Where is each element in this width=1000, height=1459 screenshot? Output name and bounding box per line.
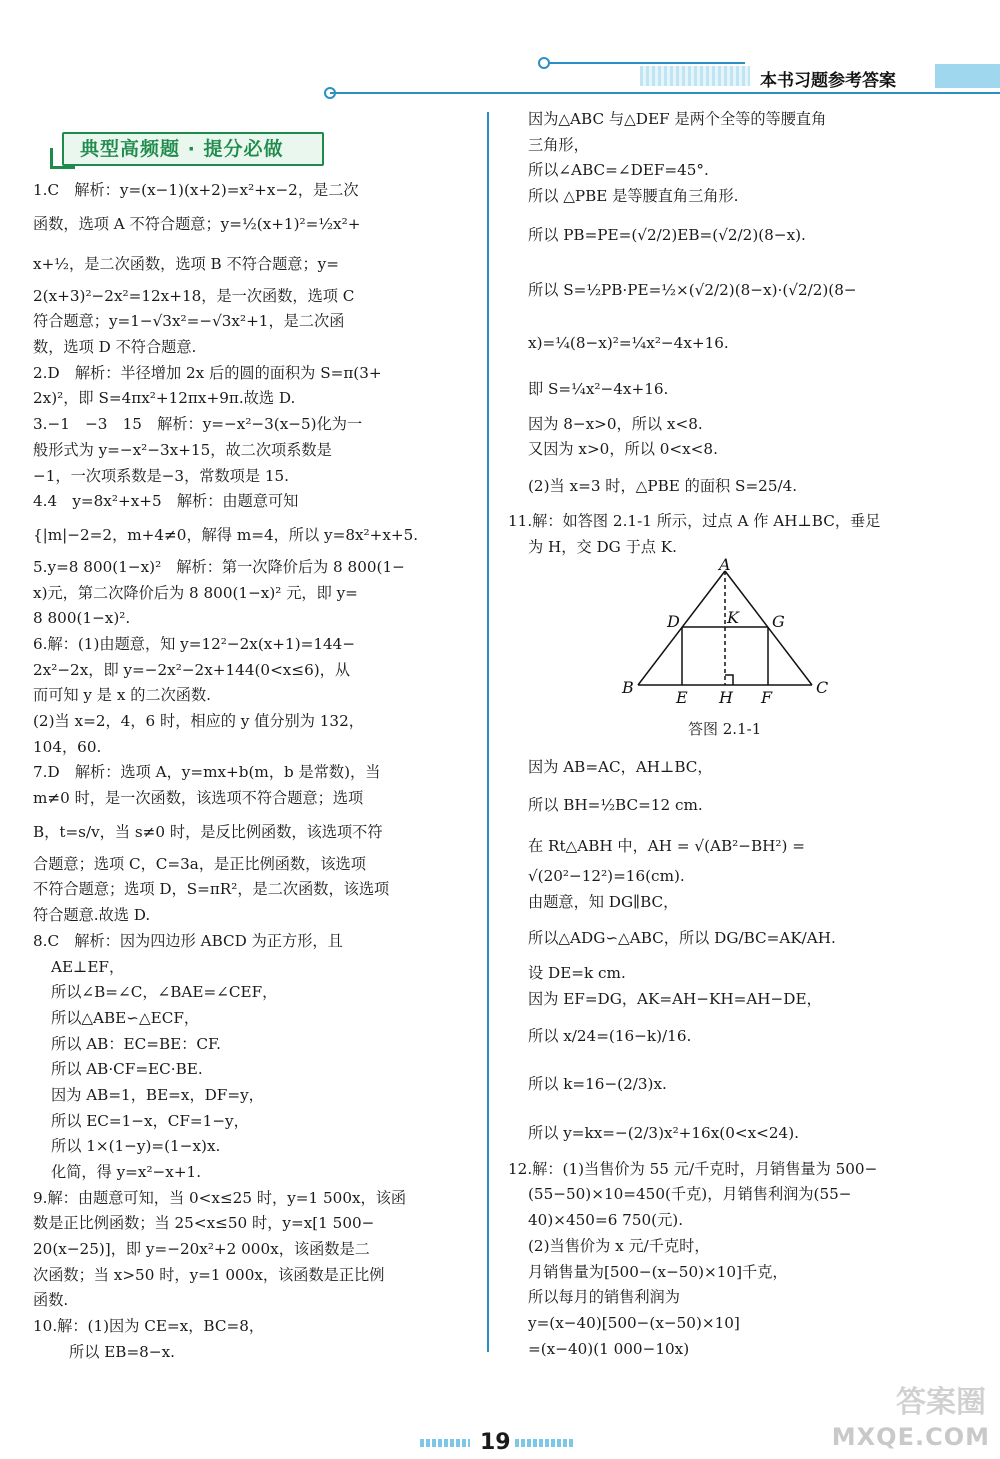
answer-line: 所以 x/24=(16−k)/16. (528, 1026, 692, 1045)
answer-line: 4.4 y=8x²+x+5 解析：由题意可知 (33, 492, 299, 511)
answer-line: 次函数；当 x>50 时，y=1 000x，该函数是正比例 (33, 1265, 385, 1284)
right-column-bottom (508, 752, 998, 1362)
header-rule-top (545, 62, 745, 64)
answer-line: B，t=s/v，当 s≠0 时，是反比例函数，该选项不符 (33, 822, 383, 841)
label-b: B (622, 678, 634, 697)
label-d: D (667, 612, 680, 631)
label-a: A (719, 555, 731, 574)
header-decoration (640, 66, 750, 86)
answer-line: 所以 AB：EC=BE：CF. (51, 1034, 222, 1053)
answer-line: x)元，第二次降价后为 8 800(1−x)² 元，即 y= (33, 583, 358, 602)
right-column-top (508, 107, 998, 561)
answer-line: 所以△ABE∽△ECF， (51, 1008, 200, 1027)
answer-line: m≠0 时，是一次函数，该选项不符合题意；选项 (33, 789, 364, 808)
geometry-figure (620, 555, 830, 715)
answer-line: 1.C 解析：y=(x−1)(x+2)=x²+x−2，是二次 (33, 181, 359, 199)
answer-line: x)=¼(8−x)²=¼x²−4x+16. (528, 333, 729, 352)
answer-line: 所以 1×(1−y)=(1−x)x. (51, 1137, 221, 1156)
answer-line: 由题意，知 DG∥BC， (528, 892, 679, 911)
answer-line: 所以 PB=PE=(√2/2)EB=(√2/2)(8−x). (528, 225, 806, 244)
answer-line: (2)当 x=3 时，△PBE 的面积 S=25/4. (528, 477, 798, 496)
footer-bar-left (420, 1439, 470, 1447)
answer-line: 因为 AB=1，BE=x，DF=y， (51, 1085, 264, 1104)
section-title: 典型高频题 · 提分必做 (80, 138, 284, 160)
answer-line: 在 Rt△ABH 中，AH = √(AB²−BH²) = (528, 837, 805, 855)
answer-line: 因为 AB=AC，AH⊥BC， (528, 758, 713, 776)
answer-line: 2.D 解析：半径增加 2x 后的圆的面积为 S=π(3+ (33, 363, 382, 382)
answer-line: 又因为 x>0，所以 0<x<8. (528, 440, 718, 459)
answer-line: 所以 k=16−(2/3)x. (528, 1074, 667, 1093)
header-dot-left (538, 57, 550, 69)
answer-line: =(x−40)(1 000−10x) (528, 1339, 690, 1358)
answer-line: 函数. (33, 1291, 69, 1310)
answer-line: −1，一次项系数是−3，常数项是 15. (33, 466, 290, 485)
answer-line: 11.解：如答图 2.1-1 所示，过点 A 作 AH⊥BC，垂足 (508, 512, 881, 531)
header-title: 本书习题参考答案 (760, 71, 896, 91)
answer-line: 而可知 y 是 x 的二次函数. (33, 686, 211, 705)
answer-line: 所以∠B=∠C，∠BAE=∠CEF， (51, 983, 278, 1002)
answer-line: 6.解：(1)由题意，知 y=12²−2x(x+1)=144− (33, 634, 356, 653)
answer-line: 化简，得 y=x²−x+1. (51, 1163, 202, 1181)
right-angle-mark (725, 675, 733, 685)
answer-line: 40)×450=6 750(元). (528, 1211, 684, 1230)
answer-line: (2)当售价为 x 元/千克时， (528, 1236, 710, 1255)
label-f: F (761, 688, 773, 707)
answer-line: {|m|−2=2，m+4≠0，解得 m=4，所以 y=8x²+x+5. (33, 525, 419, 544)
answer-line: y=(x−40)[500−(x−50)×10] (528, 1313, 740, 1332)
answer-line: 设 DE=k cm. (528, 964, 626, 983)
watermark-url: MXQE.COM (831, 1423, 990, 1451)
answer-line: 数，选项 D 不符合题意. (33, 338, 197, 357)
answer-line: 函数，选项 A 不符合题意；y=½(x+1)²=½x²+ (33, 214, 361, 233)
answer-line: (55−50)×10=450(千克)，月销售利润为(55− (528, 1185, 852, 1204)
label-k: K (727, 608, 739, 627)
answer-line: √(20²−12²)=16(cm). (528, 867, 685, 885)
answer-line: 所以∠ABC=∠DEF=45°. (528, 161, 709, 180)
answer-line: (2)当 x=2，4，6 时，相应的 y 值分别为 132， (33, 712, 364, 730)
answer-line: 月销售量为[500−(x−50)×10]千克， (528, 1262, 788, 1281)
answer-line: 因为 EF=DG，AK=AH−KH=AH−DE， (528, 990, 822, 1009)
label-h: H (719, 688, 733, 707)
answer-line: 12.解：(1)当售价为 55 元/千克时，月销售量为 500− (508, 1159, 878, 1178)
page-number: 19 (480, 1430, 511, 1455)
answer-line: 因为 8−x>0，所以 x<8. (528, 414, 703, 433)
footer-bar-right (515, 1439, 575, 1447)
label-g: G (772, 612, 785, 631)
answer-line: 2(x+3)²−2x²=12x+18，是一次函数，选项 C (33, 286, 355, 305)
answer-line: 8.C 解析：因为四边形 ABCD 为正方形，且 (33, 931, 343, 950)
answer-line: 所以 S=½PB·PE=½×(√2/2)(8−x)·(√2/2)(8− (528, 280, 857, 299)
header-rule (330, 92, 1000, 94)
answer-line: 所以 BH=½BC=12 cm. (528, 796, 703, 814)
watermark-logo: 答案圈 (896, 1385, 986, 1420)
answer-line: 所以每月的销售利润为 (528, 1288, 680, 1307)
answer-line: 7.D 解析：选项 A，y=mx+b(m，b 是常数)，当 (33, 763, 381, 782)
label-c: C (816, 678, 829, 697)
answer-line: 即 S=¼x²−4x+16. (528, 379, 669, 398)
answer-line: 符合题意.故选 D. (33, 906, 151, 925)
answer-line: 所以 AB·CF=EC·BE. (51, 1060, 203, 1079)
answer-line: x+½，是二次函数，选项 B 不符合题意；y= (33, 254, 339, 273)
answer-line: 符合题意；y=1−√3x²=−√3x²+1，是二次函 (33, 312, 345, 331)
header-color-block (935, 64, 1000, 88)
answer-line: 数是正比例函数；当 25<x≤50 时，y=x[1 500− (33, 1214, 375, 1233)
answer-line: 5.y=8 800(1−x)² 解析：第一次降价后为 8 800(1− (33, 557, 405, 576)
answer-line: 9.解：由题意可知，当 0<x≤25 时，y=1 500x，该函 (33, 1188, 407, 1207)
answer-line: 三角形， (528, 135, 589, 154)
answer-line: 合题意；选项 C，C=3a，是正比例函数，该选项 (33, 854, 366, 873)
figure-caption: 答图 2.1-1 (688, 720, 762, 738)
answer-line: 所以 y=kx=−(2/3)x²+16x(0<x<24). (528, 1123, 799, 1142)
answer-line: 所以 EB=8−x. (69, 1342, 175, 1361)
answer-line: 3.−1 −3 15 解析：y=−x²−3(x−5)化为一 (33, 415, 363, 434)
answer-line: 为 H，交 DG 于点 K. (528, 537, 677, 556)
answer-line: 8 800(1−x)². (33, 609, 131, 628)
answer-line: 104，60. (33, 737, 102, 756)
answer-line: 因为△ABC 与△DEF 是两个全等的等腰直角 (528, 110, 827, 128)
answer-line: 所以△ADG∽△ABC，所以 DG/BC=AK/AH. (528, 929, 836, 948)
answer-line: 不符合题意；选项 D，S=πR²，是二次函数，该选项 (33, 880, 390, 899)
label-e: E (676, 688, 688, 707)
answer-line: 所以 EC=1−x，CF=1−y， (51, 1111, 249, 1130)
answer-line: 2x)²，即 S=4πx²+12πx+9π.故选 D. (33, 389, 296, 408)
answer-line: 2x²−2x，即 y=−2x²−2x+144(0<x≤6)，从 (33, 660, 351, 679)
answer-line: 20(x−25)]，即 y=−20x²+2 000x，该函数是二 (33, 1240, 370, 1259)
answer-line: 般形式为 y=−x²−3x+15，故二次项系数是 (33, 440, 332, 459)
answer-line: AE⊥EF， (51, 957, 125, 976)
answer-line: 10.解：(1)因为 CE=x，BC=8， (33, 1317, 265, 1336)
left-column (33, 178, 478, 1366)
answer-line: 所以 △PBE 是等腰直角三角形. (528, 187, 739, 206)
column-divider (487, 112, 489, 1352)
